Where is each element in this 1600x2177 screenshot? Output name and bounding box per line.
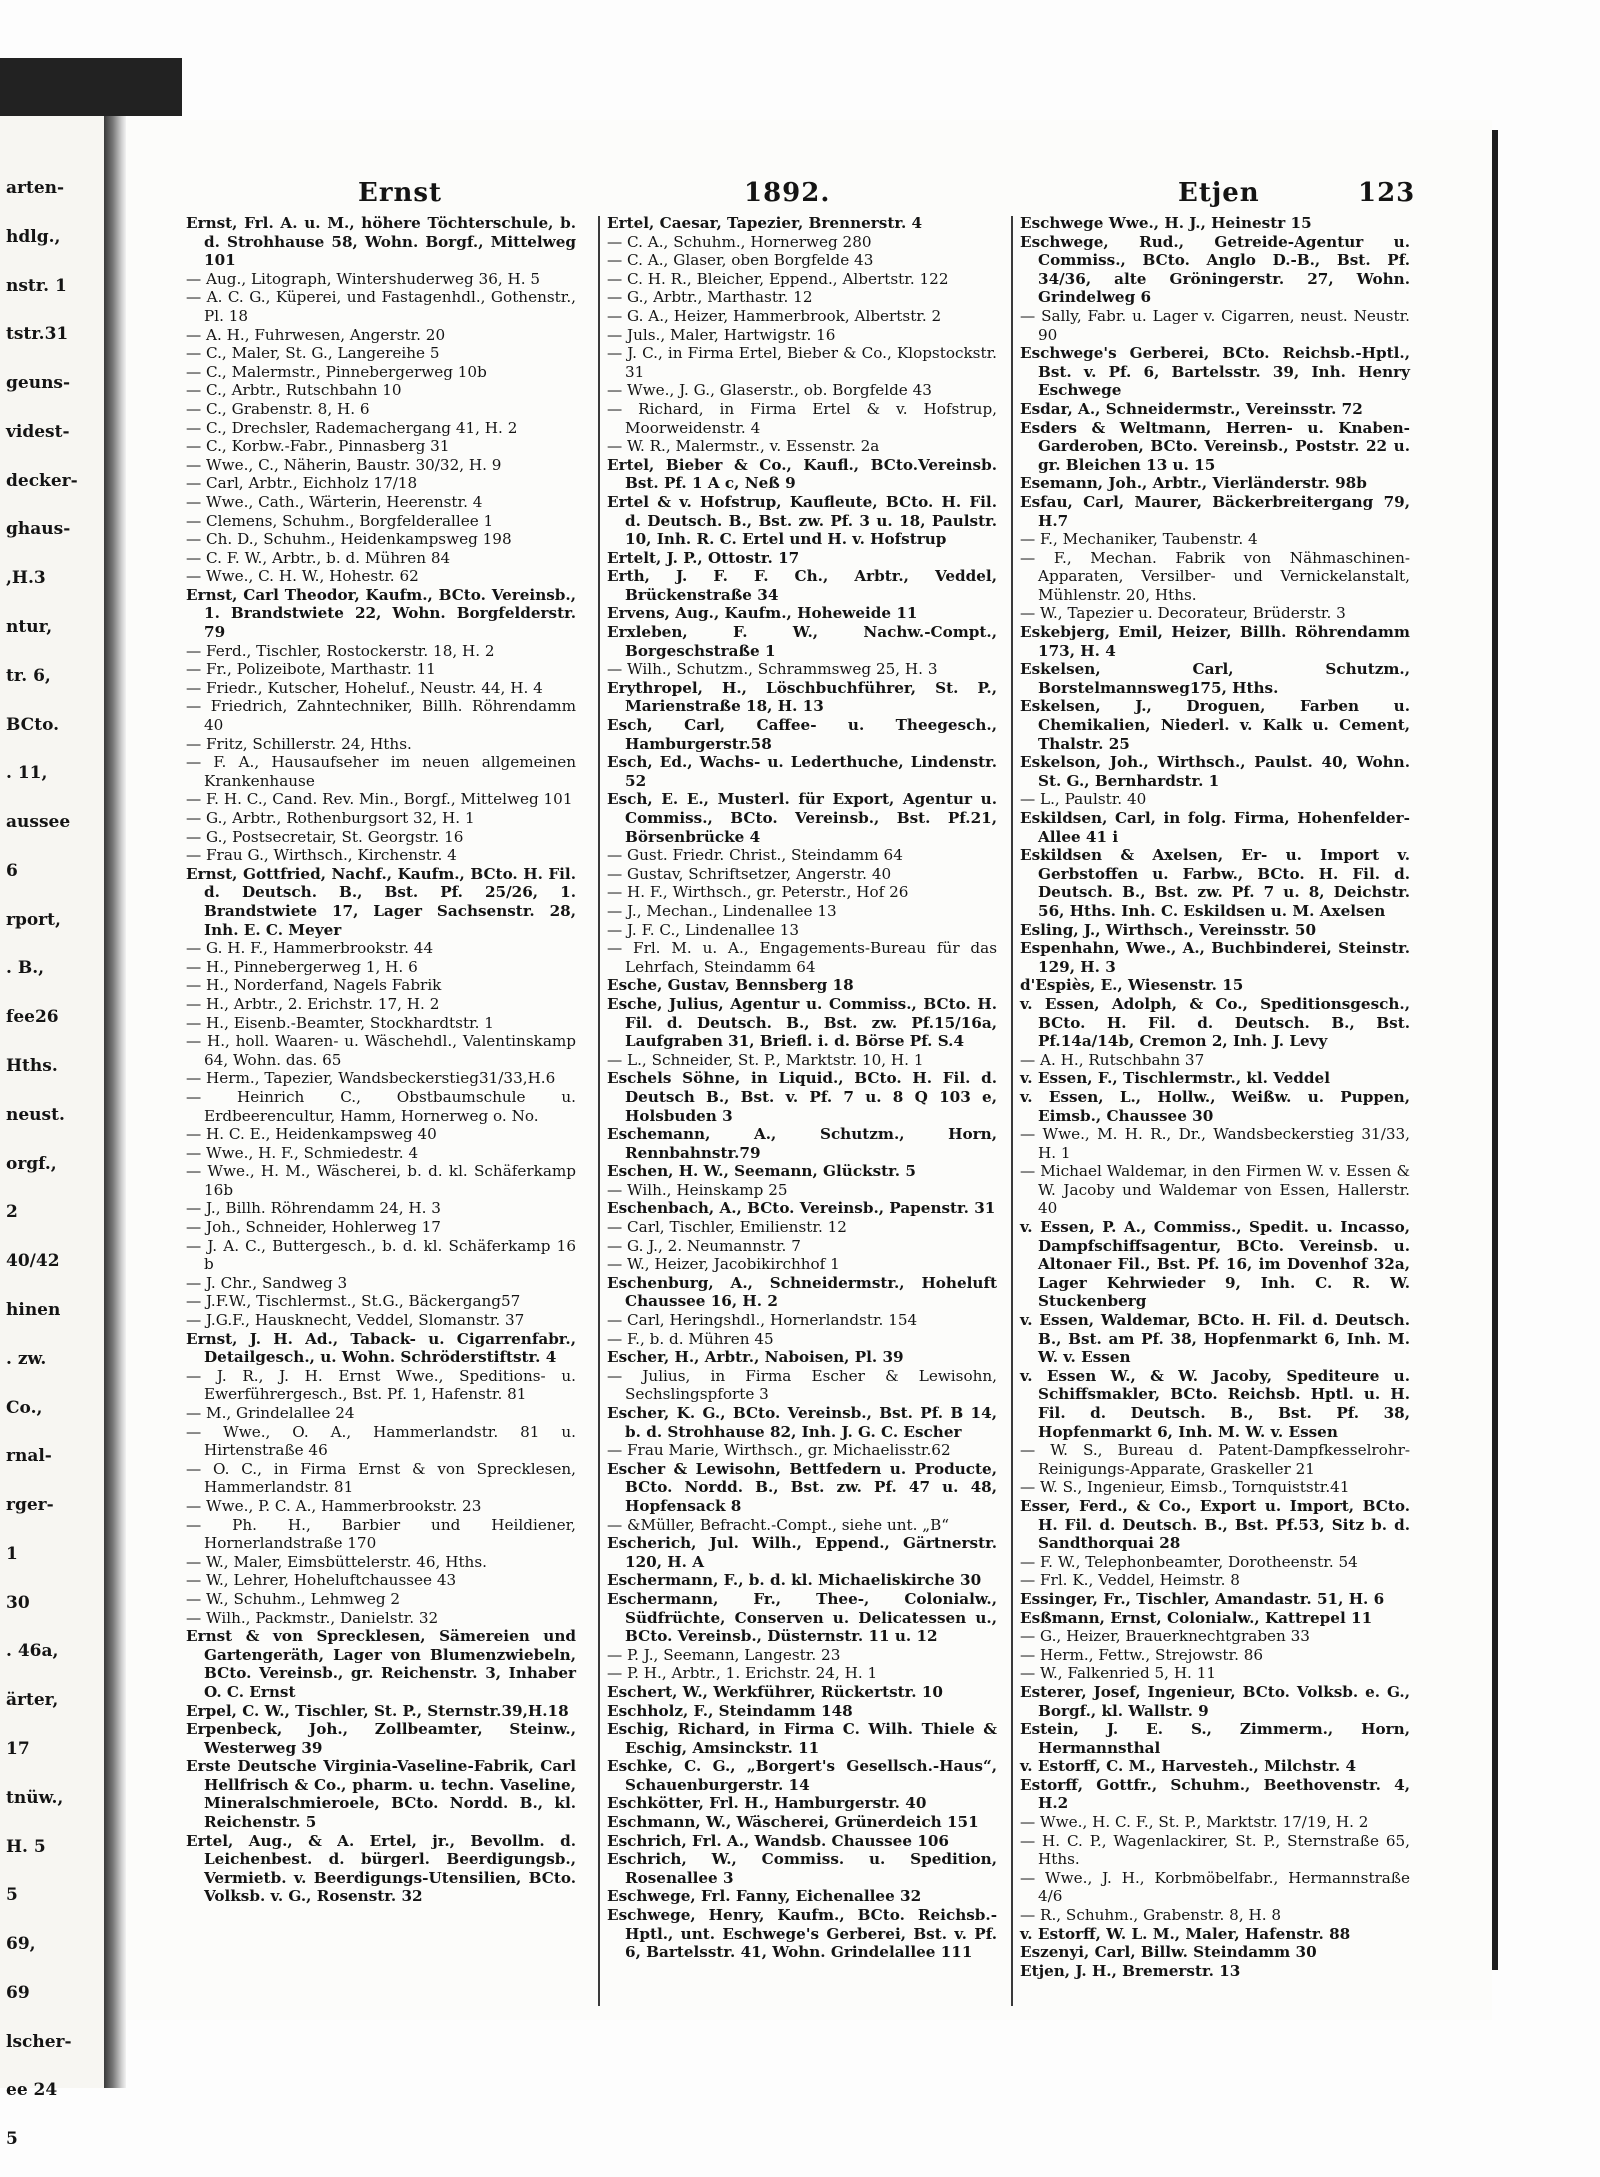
directory-entry: — G. J., 2. Neumannstr. 7 [607, 1236, 801, 1255]
directory-entry: — A. H., Fuhrwesen, Angerstr. 20 [186, 325, 446, 344]
directory-entry: — Fr., Polizeibote, Marthastr. 11 [186, 660, 436, 679]
adjacent-page-fragment: rport, [6, 909, 61, 930]
directory-entry: — Wwe., H. C. F., St. P., Marktstr. 17/19, H. 2 [1020, 1813, 1369, 1832]
adjacent-page-fragment: Co., [6, 1397, 43, 1418]
directory-entry: — Ch. D., Schuhm., Heidenkampsweg 198 [186, 530, 512, 549]
directory-entry: — Sally, Fabr. u. Lager v. Cigarren, neust. Neustr. 90 [1020, 306, 1410, 344]
directory-entry: — Ferd., Tischler, Rostockerstr. 18, H. 2 [186, 641, 495, 660]
directory-entry: Erythropel, H., Löschbuchführer, St. P., Marienstraße 18, H. 13 [607, 678, 997, 716]
directory-entry: — G., Postsecretair, St. Georgstr. 16 [186, 827, 464, 846]
adjacent-page-fragment: videst- [6, 421, 70, 442]
directory-entry: — H., Norderfand, Nagels Fabrik [186, 976, 442, 995]
directory-entry: — Wwe., J. H., Korbmöbelfabr., Hermannstraße 4/6 [1020, 1868, 1410, 1906]
directory-entry: Eskildsen & Axelsen, Er- u. Import v. Gerbstoffen u. Farbw., BCto. H. Fil. d. Deutsch. B., Bst. zw. Pf. 7 u. 8, Deichstr. 56, Hths. Inh. C. Eskildsen u. M. Axelsen [1020, 846, 1410, 920]
directory-entry: — C. A., Schuhm., Hornerweg 280 [607, 232, 872, 251]
directory-entry: — W. R., Malermstr., v. Essenstr. 2a [607, 437, 880, 456]
directory-entry: Eschermann, F., b. d. kl. Michaeliskirche 30 [607, 1571, 982, 1590]
directory-entry: — C. A., Glaser, oben Borgfelde 43 [607, 251, 874, 270]
adjacent-page-fragment: 30 [6, 1592, 30, 1613]
directory-entry: Eschels Söhne, in Liquid., BCto. H. Fil. d. Deutsch B., Bst. v. Pf. 7 u. 8 Q 103 e, Holsbuden 3 [607, 1069, 997, 1125]
directory-entry: Esser, Ferd., & Co., Export u. Import, BCto. H. Fil. d. Deutsch. B., Bst. Pf.53, Sitz b. d. Sandthorquai 28 [1020, 1496, 1410, 1553]
adjacent-page-fragment: lscher- [6, 2031, 72, 2052]
directory-entry: — Wilh., Heinskamp 25 [607, 1180, 788, 1199]
column-rule [1011, 216, 1013, 2006]
directory-entry: — W. S., Ingenieur, Eimsb., Tornquiststr.41 [1020, 1478, 1350, 1497]
directory-entry: Eskebjerg, Emil, Heizer, Billh. Röhrendamm 173, H. 4 [1020, 623, 1410, 660]
directory-entry: — Fritz, Schillerstr. 24, Hths. [186, 734, 412, 753]
directory-entry: Esch, Carl, Caffee- u. Theegesch., Hamburgerstr.58 [607, 716, 997, 753]
adjacent-page-fragment: . 11, [6, 763, 48, 784]
directory-entry: — C. F. W., Arbtr., b. d. Mühren 84 [186, 548, 451, 567]
directory-entry: Eschert, W., Werkführer, Rückertstr. 10 [607, 1682, 943, 1701]
directory-entry: — G., Heizer, Brauerknechtgraben 33 [1020, 1627, 1310, 1646]
directory-entry: — G., Arbtr., Rothenburgsort 32, H. 1 [186, 809, 475, 827]
adjacent-page-fragment: 69 [6, 1982, 30, 2003]
directory-entry: Ernst & von Sprecklesen, Sämereien und Gartengeräth, Lager von Blumenzwiebeln, BCto. Vereinsb., gr. Reichenstr. 3, Inhaber O. C. Ernst [186, 1627, 576, 1701]
directory-entry: Eschwege's Gerberei, BCto. Reichsb.-Hptl., Bst. v. Pf. 6, Bartelsstr. 39, Inh. Henry Eschwege [1020, 344, 1410, 400]
directory-entry: — J. R., J. H. Ernst Wwe., Speditions- u. Ewerführergesch., Bst. Pf. 1, Hafenstr. 81 [186, 1366, 576, 1404]
adjacent-page-fragment: orgf., [6, 1153, 57, 1174]
running-head-year: 1892. [744, 178, 831, 208]
directory-entry: — H. C. P., Wagenlackirer, St. P., Sternstraße 65, Hths. [1020, 1831, 1410, 1869]
directory-entry: — W., Tapezier u. Decorateur, Brüderstr. 3 [1020, 604, 1346, 623]
adjacent-page-fragment: geuns- [6, 373, 71, 394]
directory-entry: Eskelson, Joh., Wirthsch., Paulst. 40, Wohn. St. G., Bernhardstr. 1 [1020, 753, 1410, 790]
directory-entry: — Ph. H., Barbier und Heildiener, Hornerlandstraße 170 [186, 1515, 576, 1553]
directory-entry: Ertelt, J. P., Ottostr. 17 [607, 548, 800, 567]
adjacent-page-fragment: ärter, [6, 1690, 59, 1711]
directory-entry: Eschmann, W., Wäscherei, Grünerdeich 151 [607, 1813, 979, 1832]
directory-entry: Esfau, Carl, Maurer, Bäckerbreitergang 79, H.7 [1020, 492, 1410, 530]
directory-entry: — F., Mechaniker, Taubenstr. 4 [1020, 530, 1258, 549]
directory-entry: Erpel, C. W., Tischler, St. P., Sternstr.39,H.18 [186, 1701, 569, 1720]
directory-entry: Estorff, Gottfr., Schuhm., Beethovenstr. 4, H.2 [1020, 1775, 1410, 1813]
directory-entry: — H., holl. Waaren- u. Wäschehdl., Valentinskamp 64, Wohn. das. 65 [186, 1032, 576, 1069]
directory-entry: — Wwe., C., Näherin, Baustr. 30/32, H. 9 [186, 455, 502, 474]
directory-entry: — A. H., Rutschbahn 37 [1020, 1050, 1205, 1069]
directory-entry: v. Essen W., & W. Jacoby, Spediteure u. Schiffsmakler, BCto. Reichsb. Hptl. u. H. Fil. d. Deutsch. B., Bst. Pf. 38, Hopfenmarkt 6, Inh. M. W. v. Essen [1020, 1366, 1410, 1441]
directory-column-1 [186, 214, 576, 1906]
directory-entry: Ervens, Aug., Kaufm., Hoheweide 11 [607, 604, 918, 623]
directory-entry: Eschke, C. G., „Borgert's Gesellsch.-Haus“, Schauenburgerstr. 14 [607, 1757, 997, 1794]
directory-entry: — Frl. M. u. A., Engagements-Bureau für das Lehrfach, Steindamm 64 [607, 939, 997, 976]
directory-entry: v. Essen, Waldemar, BCto. H. Fil. d. Deutsch. B., Bst. am Pf. 38, Hopfenmarkt 6, Inh. M. W. v. Essen [1020, 1311, 1410, 1367]
directory-entry: — P. H., Arbtr., 1. Erichstr. 24, H. 1 [607, 1664, 878, 1683]
directory-entry: Esders & Weltmann, Herren- u. Knaben-Garderoben, BCto. Vereinsb., Poststr. 22 u. gr. Bleichen 13 u. 15 [1020, 418, 1410, 474]
directory-entry: — G., Arbtr., Marthastr. 12 [607, 288, 813, 307]
adjacent-page-fragment: ntur, [6, 617, 53, 638]
directory-entry: — J., Mechan., Lindenallee 13 [607, 901, 837, 920]
directory-entry: Esdar, A., Schneidermstr., Vereinsstr. 72 [1020, 399, 1363, 418]
directory-entry: Escher & Lewisohn, Bettfedern u. Producte, BCto. Nordd. B., Bst. zw. Pf. 47 u. 48, Hopfensack 8 [607, 1459, 997, 1515]
directory-entry: — Wwe., H. M., Wäscherei, b. d. kl. Schäferkamp 16b [186, 1162, 576, 1199]
directory-entry: — Frau G., Wirthsch., Kirchenstr. 4 [186, 846, 457, 865]
directory-entry: v. Essen, P. A., Commiss., Spedit. u. Incasso, Dampfschiffsagentur, BCto. Vereinsb. u. Altonaer Fil., Bst. Pf. 16, im Dovenhof 32a, Lager Kehrwieder 9, Inh. C. R. W. Stuckenberg [1020, 1218, 1410, 1311]
directory-entry: — Heinrich C., Obstbaumschule u. Erdbeerencultur, Hamm, Hornerweg o. No. [186, 1087, 576, 1125]
adjacent-page-fragment: aussee [6, 812, 71, 833]
directory-entry: — Joh., Schneider, Hohlerweg 17 [186, 1218, 441, 1237]
directory-entry: — G. A., Heizer, Hammerbrook, Albertstr. 2 [607, 306, 942, 325]
directory-entry: Eschwege Wwe., H. J., Heinestr 15 [1020, 214, 1312, 232]
directory-entry: — Friedrich, Zahntechniker, Billh. Röhrendamm 40 [186, 697, 576, 735]
book-gutter [104, 58, 126, 2088]
adjacent-page-fragment: 2 [6, 1202, 18, 1223]
adjacent-page-fragment: hdlg., [6, 226, 61, 247]
directory-entry: — H., Pinnebergerweg 1, H. 6 [186, 957, 418, 976]
adjacent-page-fragment: 40/42 [6, 1251, 60, 1272]
directory-entry: — C., Malermstr., Pinnebergerweg 10b [186, 362, 487, 381]
adjacent-page-fragment: rger- [6, 1495, 54, 1516]
directory-entry: — C., Arbtr., Rutschbahn 10 [186, 381, 402, 400]
directory-entry: Eschermann, Fr., Thee-, Colonialw., Südfrüchte, Conserven u. Delicatessen u., BCto. Vereinsb., Düsternstr. 11 u. 12 [607, 1589, 997, 1646]
directory-entry: Esch, E. E., Musterl. für Export, Agentur u. Commiss., BCto. Vereinsb., Bst. Pf.21, Börsenbrücke 4 [607, 790, 997, 846]
adjacent-page-fragment: decker- [6, 470, 78, 491]
directory-entry: — Wwe., P. C. A., Hammerbrookstr. 23 [186, 1496, 482, 1515]
directory-entry: Erxleben, F. W., Nachw.-Compt., Borgeschstraße 1 [607, 623, 997, 660]
directory-entry: — Herm., Fettw., Strejowstr. 86 [1020, 1645, 1264, 1664]
directory-entry: Eschrich, W., Commiss. u. Spedition, Rosenallee 3 [607, 1850, 997, 1887]
directory-entry: — Gust. Friedr. Christ., Steindamm 64 [607, 846, 903, 865]
directory-entry: — P. J., Seemann, Langestr. 23 [607, 1645, 841, 1664]
directory-entry: Eschkötter, Frl. H., Hamburgerstr. 40 [607, 1794, 927, 1813]
adjacent-page-fragment: 6 [6, 860, 18, 881]
directory-entry: Eschenburg, A., Schneidermstr., Hoheluft Chaussee 16, H. 2 [607, 1273, 997, 1311]
adjacent-page-fragment: 17 [6, 1738, 30, 1759]
directory-entry: — Carl, Tischler, Emilienstr. 12 [607, 1218, 847, 1237]
directory-entry: — A. C. G., Küperei, und Fastagenhdl., Gothenstr., Pl. 18 [186, 288, 576, 325]
directory-entry: — Juls., Maler, Hartwigstr. 16 [607, 325, 836, 344]
directory-entry: — O. C., in Firma Ernst & von Sprecklesen, Hammerlandstr. 81 [186, 1459, 576, 1497]
directory-entry: Escher, K. G., BCto. Vereinsb., Bst. Pf. B 14, b. d. Strohhause 82, Inh. J. G. C. Escher [607, 1404, 997, 1441]
directory-entry: Erste Deutsche Virginia-Vaseline-Fabrik, Carl Hellfrisch & Co., pharm. u. techn. Vaseline, Mineralschmieroele, BCto. Nordd. B., kl. Reichenstr. 5 [186, 1757, 576, 1832]
directory-entry: — W. S., Bureau d. Patent-Dampfkesselrohr-Reinigungs-Apparate, Graskeller 21 [1020, 1441, 1410, 1478]
adjacent-page-fragment: ,H.3 [6, 568, 46, 589]
directory-entry: — C., Drechsler, Rademachergang 41, H. 2 [186, 418, 518, 437]
directory-entry: — Aug., Litograph, Wintershuderweg 36, H. 5 [186, 269, 541, 288]
directory-entry: — R., Schuhm., Grabenstr. 8, H. 8 [1020, 1906, 1282, 1925]
directory-entry: v. Essen, Adolph, & Co., Speditionsgesch., BCto. H. Fil. d. Deutsch. B., Bst. Pf.14a/14b, Cremon 2, Inh. J. Levy [1020, 994, 1410, 1051]
directory-entry: — Clemens, Schuhm., Borgfelderallee 1 [186, 511, 494, 530]
directory-entry: — F. A., Hausaufseher im neuen allgemeinen Krankenhause [186, 753, 576, 790]
directory-entry: Eschemann, A., Schutzm., Horn, Rennbahnstr.79 [607, 1125, 997, 1162]
directory-entry: — W., Falkenried 5, H. 11 [1020, 1664, 1217, 1683]
directory-entry: — Wwe., C. H. W., Hohestr. 62 [186, 567, 419, 586]
directory-entry: — G. H. F., Hammerbrookstr. 44 [186, 939, 434, 958]
directory-entry: — Richard, in Firma Ertel & v. Hofstrup, Moorweidenstr. 4 [607, 399, 997, 437]
directory-entry: — H., Eisenb.-Beamter, Stockhardtstr. 1 [186, 1013, 494, 1032]
directory-entry: Eschenbach, A., BCto. Vereinsb., Papenstr. 31 [607, 1199, 996, 1218]
directory-entry: — W., Maler, Eimsbüttelerstr. 46, Hths. [186, 1552, 487, 1571]
directory-entry: — C., Korbw.-Fabr., Pinnasberg 31 [186, 437, 450, 456]
directory-entry: Ernst, J. H. Ad., Taback- u. Cigarrenfabr., Detailgesch., u. Wohn. Schröderstiftstr. 4 [186, 1329, 576, 1367]
directory-entry: — C., Grabenstr. 8, H. 6 [186, 399, 370, 418]
adjacent-page-fragment: . B., [6, 958, 45, 979]
adjacent-page-fragment: nstr. 1 [6, 275, 67, 296]
directory-entry: — Wwe., M. H. R., Dr., Wandsbeckerstieg 31/33, H. 1 [1020, 1125, 1410, 1162]
directory-entry: — L., Schneider, St. P., Marktstr. 10, H. 1 [607, 1050, 924, 1069]
directory-entry: Ertel, Aug., & A. Ertel, jr., Bevollm. d. Leichenbest. d. bürgerl. Beerdigungsb., Vermietb. v. Beerdigungs-Utensilien, BCto. Volksb. v. G., Rosenstr. 32 [186, 1831, 576, 1906]
directory-entry: Esemann, Joh., Arbtr., Vierländerstr. 98b [1020, 474, 1367, 493]
directory-entry: Eschrich, Frl. A., Wandsb. Chaussee 106 [607, 1831, 949, 1850]
directory-entry: — Michael Waldemar, in den Firmen W. v. Essen & W. Jacoby und Waldemar von Essen, Hallerstr. 40 [1020, 1162, 1410, 1218]
directory-entry: Essinger, Fr., Tischler, Amandastr. 51, H. 6 [1020, 1589, 1385, 1608]
directory-entry: — H. F., Wirthsch., gr. Peterstr., Hof 26 [607, 883, 909, 902]
directory-entry: v. Estorff, W. L. M., Maler, Hafenstr. 88 [1020, 1924, 1351, 1943]
directory-entry: Esche, Julius, Agentur u. Commiss., BCto. H. Fil. d. Deutsch. B., Bst. zw. Pf.15/16a, Laufgraben 31, Briefl. i. d. Börse Pf. S.4 [607, 994, 997, 1051]
directory-entry: — H. C. E., Heidenkampsweg 40 [186, 1125, 437, 1144]
directory-entry: Eschen, H. W., Seemann, Glückstr. 5 [607, 1162, 916, 1181]
directory-entry: — Herm., Tapezier, Wandsbeckerstieg31/33,H.6 [186, 1069, 556, 1088]
directory-entry: — Wwe., H. F., Schmiedestr. 4 [186, 1143, 419, 1162]
directory-entry: Ernst, Carl Theodor, Kaufm., BCto. Vereinsb., 1. Brandstwiete 22, Wohn. Borgfelderstr. 79 [186, 585, 576, 642]
column-rule [598, 216, 600, 2006]
directory-entry: Eschwege, Henry, Kaufm., BCto. Reichsb.-Hptl., unt. Eschwege's Gerberei, Bst. v. Pf. 6, Bartelsstr. 41, Wohn. Grindelallee 111 [607, 1906, 997, 1962]
adjacent-page-fragment: tstr.31 [6, 324, 69, 345]
directory-entry: — Julius, in Firma Escher & Lewisohn, Sechslingspforte 3 [607, 1366, 997, 1404]
directory-entry: — Wwe., Cath., Wärterin, Heerenstr. 4 [186, 492, 483, 511]
running-head-last-entry: Etjen [1178, 178, 1260, 208]
directory-entry: Erth, J. F. F. Ch., Arbtr., Veddel, Brückenstraße 34 [607, 567, 997, 604]
directory-entry: — Friedr., Kutscher, Hoheluf., Neustr. 44, H. 4 [186, 678, 543, 697]
directory-entry: — L., Paulstr. 40 [1020, 790, 1147, 809]
adjacent-page-fragment: tr. 6, [6, 665, 51, 686]
directory-entry: — M., Grindelallee 24 [186, 1404, 355, 1422]
directory-entry: Eschig, Richard, in Firma C. Wilh. Thiele & Eschig, Amsinckstr. 11 [607, 1720, 997, 1757]
directory-entry: — F., b. d. Mühren 45 [607, 1329, 774, 1348]
directory-entry: Erpenbeck, Joh., Zollbeamter, Steinw., Westerweg 39 [186, 1720, 576, 1757]
page-edge-shadow [1492, 130, 1498, 1970]
directory-entry: Eskelsen, Carl, Schutzm., Borstelmannsweg175, Hths. [1020, 660, 1410, 697]
adjacent-page-fragment: hinen [6, 1299, 61, 1320]
directory-entry: — &Müller, Befracht.-Compt., siehe unt. „B“ [607, 1515, 950, 1534]
running-head-first-entry: Ernst [358, 178, 443, 208]
adjacent-page-fragment: ghaus- [6, 519, 71, 540]
adjacent-page-fragment: 69, [6, 1934, 36, 1955]
directory-entry: v. Estorff, C. M., Harvesteh., Milchstr. 4 [1020, 1757, 1357, 1776]
directory-entry: — Wwe., J. G., Glaserstr., ob. Borgfelde 43 [607, 381, 932, 400]
directory-entry: Esche, Gustav, Bennsberg 18 [607, 976, 854, 995]
adjacent-page-fragment: H. 5 [6, 1836, 46, 1857]
directory-entry: — Gustav, Schriftsetzer, Angerstr. 40 [607, 864, 892, 883]
scan-border [0, 58, 182, 116]
directory-entry: — Wilh., Schutzm., Schrammsweg 25, H. 3 [607, 660, 938, 679]
directory-entry: d'Espiès, E., Wiesenstr. 15 [1020, 976, 1244, 995]
directory-entry: — W., Schuhm., Lehmweg 2 [186, 1589, 401, 1608]
adjacent-page-fragment: . zw. [6, 1348, 47, 1369]
directory-entry: Esling, J., Wirthsch., Vereinsstr. 50 [1020, 920, 1317, 939]
directory-entry: Esch, Ed., Wachs- u. Lederthuche, Lindenstr. 52 [607, 753, 997, 790]
directory-entry: — C. H. R., Bleicher, Eppend., Albertstr. 122 [607, 269, 949, 288]
adjacent-page-fragment: fee26 [6, 1007, 59, 1028]
directory-entry: Eskildsen, Carl, in folg. Firma, Hohenfelder-Allee 41 i [1020, 809, 1410, 846]
directory-entry: — J.F.W., Tischlermst., St.G., Bäckergang57 [186, 1292, 521, 1311]
adjacent-page-fragment: ee 24 [6, 2080, 58, 2101]
directory-entry: — J.G.F., Hausknecht, Veddel, Slomanstr. 37 [186, 1311, 525, 1330]
directory-entry: — F. W., Telephonbeamter, Dorotheenstr. 54 [1020, 1552, 1358, 1571]
adjacent-page-fragment: neust. [6, 1104, 65, 1125]
directory-entry: Eschholz, F., Steindamm 148 [607, 1701, 853, 1720]
directory-entry: Eskelsen, J., Droguen, Farben u. Chemikalien, Niederl. v. Kalk u. Cement, Thalstr. 25 [1020, 697, 1410, 753]
directory-entry: Ertel, Caesar, Tapezier, Brennerstr. 4 [607, 214, 923, 232]
directory-entry: — Wilh., Packmstr., Danielstr. 32 [186, 1608, 439, 1627]
adjacent-page-edge [0, 58, 118, 2150]
adjacent-page-fragment: . 46a, [6, 1641, 59, 1662]
directory-column-3 [1020, 214, 1410, 1980]
directory-entry: Ernst, Frl. A. u. M., höhere Töchterschule, b. d. Strohhause 58, Wohn. Borgf., Mittelweg 101 [186, 214, 576, 270]
adjacent-page-fragment: 5 [6, 1885, 18, 1906]
directory-entry: — J. F. C., Lindenallee 13 [607, 920, 800, 939]
directory-entry: — Carl, Heringshdl., Hornerlandstr. 154 [607, 1311, 918, 1330]
adjacent-page-fragment: 5 [6, 2129, 18, 2150]
adjacent-page-fragment: tnüw., [6, 1787, 64, 1808]
directory-entry: — W., Lehrer, Hoheluftchaussee 43 [186, 1571, 457, 1590]
directory-entry: — F., Mechan. Fabrik von Nähmaschinen-Apparaten, Versilber- und Vernickelanstalt, Mühlenstr. 20, Hths. [1020, 548, 1410, 604]
directory-entry: Escherich, Jul. Wilh., Eppend., Gärtnerstr. 120, H. A [607, 1534, 997, 1571]
directory-entry: — Wwe., O. A., Hammerlandstr. 81 u. Hirtenstraße 46 [186, 1422, 576, 1460]
adjacent-page-fragment: 1 [6, 1543, 18, 1564]
directory-entry: Eszenyi, Carl, Billw. Steindamm 30 [1020, 1943, 1317, 1962]
directory-entry: Ernst, Gottfried, Nachf., Kaufm., BCto. H. Fil. d. Deutsch. B., Bst. Pf. 25/26, 1. Brandstwiete 17, Lager Sachsenstr. 28, Inh. E. C. Meyer [186, 864, 576, 939]
adjacent-page-fragment: BCto. [6, 714, 60, 735]
directory-entry: — J. C., in Firma Ertel, Bieber & Co., Klopstockstr. 31 [607, 344, 997, 381]
adjacent-page-fragment: Hths. [6, 1056, 58, 1077]
directory-entry: Esterer, Josef, Ingenieur, BCto. Volksb. e. G., Borgf., kl. Wallstr. 9 [1020, 1682, 1410, 1720]
adjacent-page-fragment: rnal- [6, 1446, 52, 1467]
directory-entry: — H., Arbtr., 2. Erichstr. 17, H. 2 [186, 994, 440, 1013]
directory-entry: v. Essen, L., Hollw., Weißw. u. Puppen, Eimsb., Chaussee 30 [1020, 1087, 1410, 1125]
adjacent-page-fragment: arten- [6, 178, 65, 198]
directory-entry: — F. H. C., Cand. Rev. Min., Borgf., Mittelweg 101 [186, 790, 573, 809]
directory-entry: Espenhahn, Wwe., A., Buchbinderei, Steinstr. 129, H. 3 [1020, 939, 1410, 976]
directory-entry: — W., Heizer, Jacobikirchhof 1 [607, 1255, 840, 1274]
directory-entry: Eschwege, Rud., Getreide-Agentur u. Commiss., BCto. Anglo D.-B., Bst. Pf. 34/36, alte Gröningerstr. 27, Wohn. Grindelweg 6 [1020, 232, 1410, 307]
directory-entry: Etjen, J. H., Bremerstr. 13 [1020, 1961, 1241, 1980]
directory-entry: — J. A. C., Buttergesch., b. d. kl. Schäferkamp 16 b [186, 1236, 576, 1274]
page-number: 123 [1358, 178, 1416, 208]
directory-entry: — Carl, Arbtr., Eichholz 17/18 [186, 474, 418, 493]
directory-entry: Escher, H., Arbtr., Naboisen, Pl. 39 [607, 1348, 904, 1367]
directory-entry: Eschwege, Frl. Fanny, Eichenallee 32 [607, 1887, 922, 1906]
directory-entry: v. Essen, F., Tischlermstr., kl. Veddel [1020, 1069, 1330, 1088]
directory-entry: — C., Maler, St. G., Langereihe 5 [186, 344, 440, 363]
directory-entry: — J. Chr., Sandweg 3 [186, 1273, 348, 1292]
directory-entry: — Frau Marie, Wirthsch., gr. Michaelisstr.62 [607, 1441, 951, 1460]
directory-entry: Ertel & v. Hofstrup, Kaufleute, BCto. H. Fil. d. Deutsch. B., Bst. zw. Pf. 3 u. 18, Paulstr. 10, Inh. R. C. Ertel und H. v. Hofstrup [607, 492, 997, 549]
directory-entry: — Frl. K., Veddel, Heimstr. 8 [1020, 1571, 1240, 1590]
directory-entry: Esßmann, Ernst, Colonialw., Kattrepel 11 [1020, 1608, 1373, 1627]
directory-entry: — J., Billh. Röhrendamm 24, H. 3 [186, 1199, 441, 1218]
directory-entry: Estein, J. E. S., Zimmerm., Horn, Hermannsthal [1020, 1720, 1410, 1757]
directory-column-2 [607, 214, 997, 1962]
directory-entry: Ertel, Bieber & Co., Kaufl., BCto.Vereinsb. Bst. Pf. 1 A c, Neß 9 [607, 455, 997, 493]
